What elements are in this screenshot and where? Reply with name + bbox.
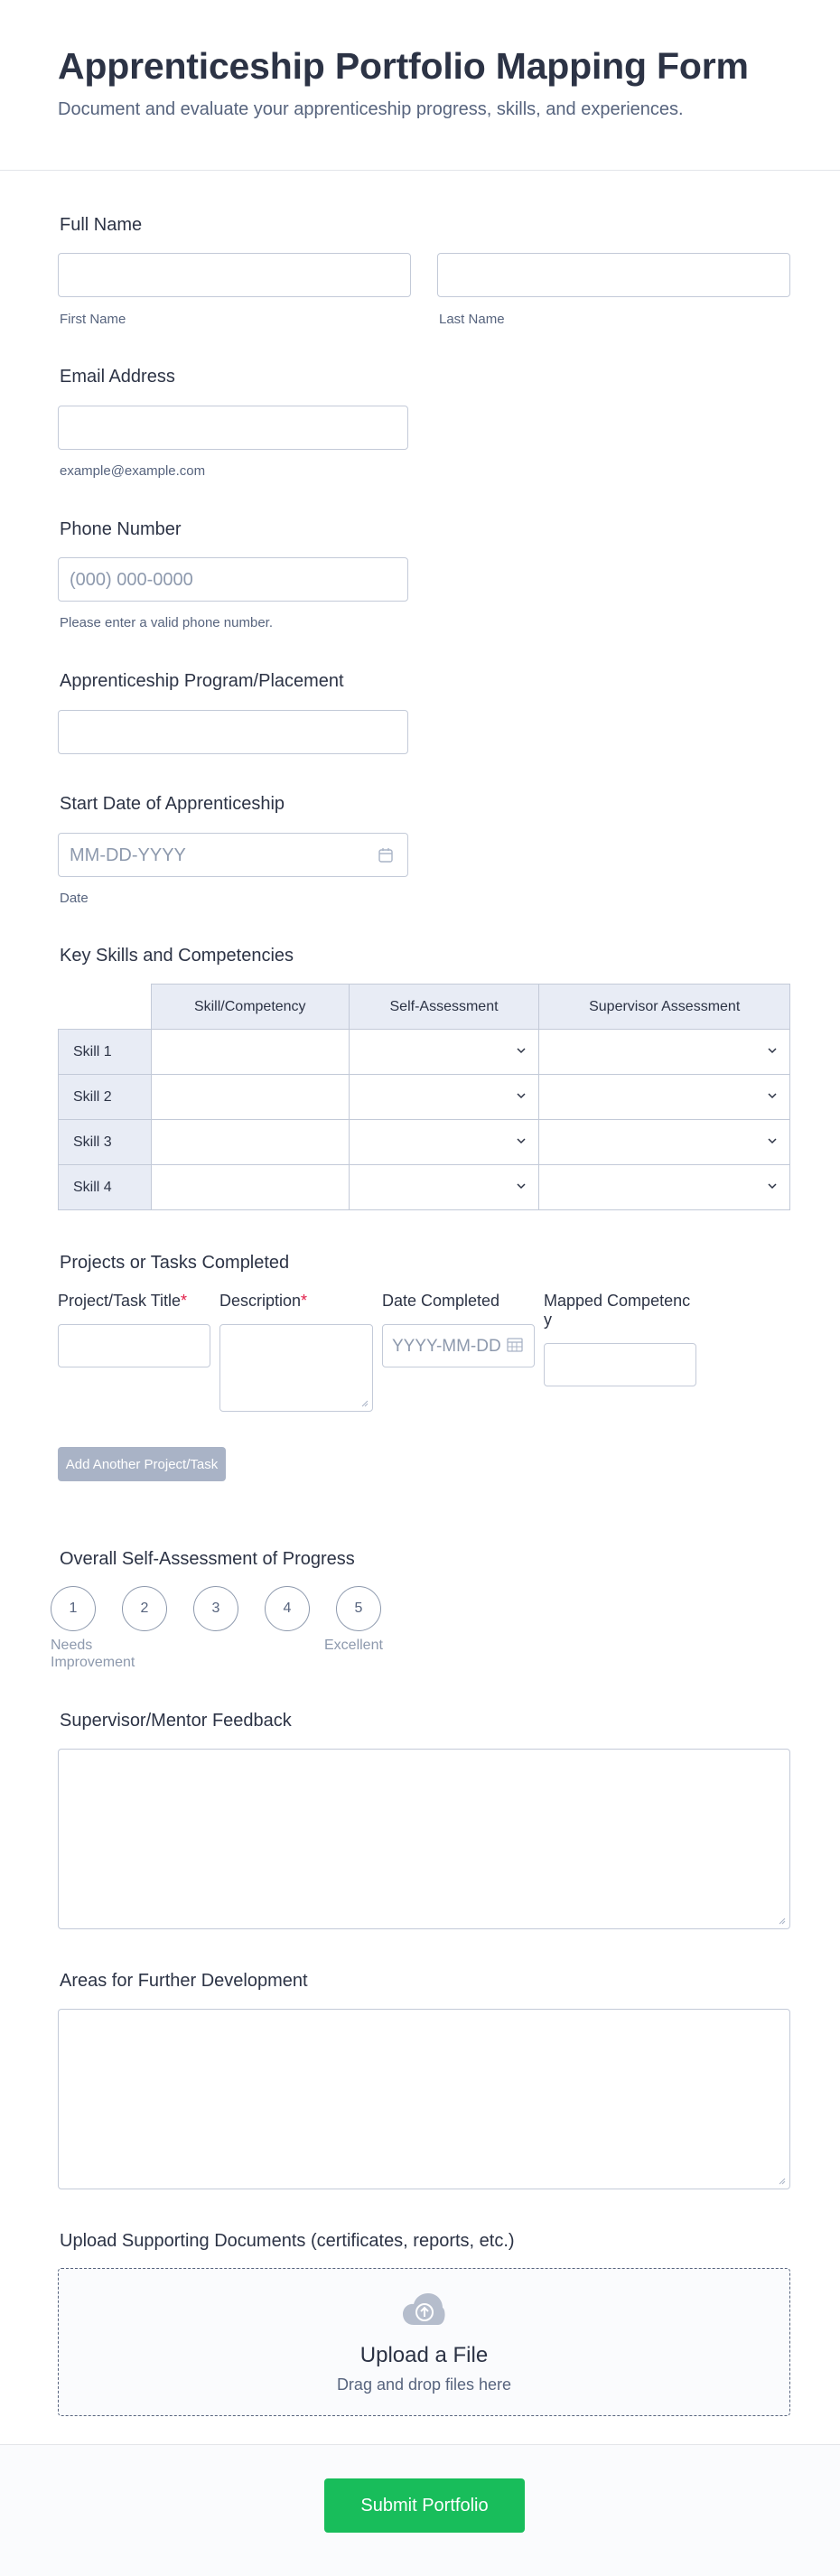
self-assessment-label: Overall Self-Assessment of Progress xyxy=(60,1549,355,1569)
upload-subtitle: Drag and drop files here xyxy=(336,2375,512,2394)
skill-1-text-cell[interactable] xyxy=(151,1030,349,1075)
mapped-competency-input[interactable] xyxy=(544,1343,696,1386)
rating-option-1[interactable]: 1 xyxy=(51,1586,96,1631)
add-project-button[interactable]: Add Another Project/Task xyxy=(58,1447,226,1481)
skill-2-self-select[interactable] xyxy=(349,1075,539,1120)
phone-sublabel: Please enter a valid phone number. xyxy=(60,615,273,630)
start-date-placeholder: MM-DD-YYYY xyxy=(70,845,186,865)
feedback-textarea[interactable] xyxy=(58,1749,790,1929)
skill-1-supervisor-select[interactable] xyxy=(539,1030,790,1075)
skill-1-self-select[interactable] xyxy=(349,1030,539,1075)
chevron-down-icon xyxy=(517,1048,526,1054)
col-skill: Skill/Competency xyxy=(151,985,349,1030)
skill-3-text-cell[interactable] xyxy=(151,1120,349,1165)
projects-label: Projects or Tasks Completed xyxy=(60,1253,290,1273)
feedback-label: Supervisor/Mentor Feedback xyxy=(60,1711,292,1731)
resize-handle-icon[interactable] xyxy=(778,1917,786,1925)
form-footer xyxy=(0,2444,840,2576)
row-label-skill-2: Skill 2 xyxy=(59,1075,152,1120)
first-name-sublabel: First Name xyxy=(60,312,126,327)
project-title-input[interactable] xyxy=(58,1324,210,1367)
chevron-down-icon xyxy=(517,1138,526,1144)
scale-low-label: Needs Improvement xyxy=(51,1638,135,1670)
last-name-sublabel: Last Name xyxy=(439,312,505,327)
chevron-down-icon xyxy=(517,1183,526,1190)
calendar-icon[interactable] xyxy=(378,847,393,863)
required-mark: * xyxy=(181,1292,188,1310)
phone-input[interactable] xyxy=(58,557,408,602)
rating-option-4[interactable]: 4 xyxy=(265,1586,310,1631)
project-title-col-label xyxy=(58,1292,187,1311)
row-label-skill-4: Skill 4 xyxy=(59,1165,152,1210)
chevron-down-icon xyxy=(768,1183,777,1190)
start-date-label: Start Date of Apprenticeship xyxy=(60,794,285,814)
chevron-down-icon xyxy=(768,1138,777,1144)
corner-cell xyxy=(59,985,152,1030)
phone-label: Phone Number xyxy=(60,519,182,539)
project-date-input[interactable] xyxy=(382,1324,535,1367)
required-mark: * xyxy=(301,1292,308,1310)
table-row xyxy=(59,1075,790,1120)
program-input[interactable] xyxy=(58,710,408,754)
description-col-label xyxy=(219,1292,307,1311)
description-text: Description xyxy=(219,1292,302,1310)
first-name-input[interactable] xyxy=(58,253,411,297)
rating-option-2[interactable]: 2 xyxy=(122,1586,167,1631)
cloud-upload-icon xyxy=(402,2292,447,2327)
form-title: Apprenticeship Portfolio Mapping Form xyxy=(58,45,749,87)
col-supervisor-assessment: Supervisor Assessment xyxy=(539,985,790,1030)
submit-button[interactable]: Submit Portfolio xyxy=(324,2478,525,2533)
skill-4-self-select[interactable] xyxy=(349,1165,539,1210)
scale-high-label: Excellent xyxy=(324,1638,383,1653)
chevron-down-icon xyxy=(768,1093,777,1099)
calendar-grid-icon[interactable] xyxy=(507,1337,523,1353)
mapped-competency-col-label: Mapped Competency xyxy=(544,1292,691,1329)
email-label: Email Address xyxy=(60,367,175,387)
skill-3-supervisor-select[interactable] xyxy=(539,1120,790,1165)
project-title-text: Project/Task Title xyxy=(58,1292,182,1310)
file-upload-dropzone[interactable] xyxy=(58,2268,790,2416)
upload-title: Upload a File xyxy=(359,2343,489,2367)
start-date-input[interactable] xyxy=(58,833,408,877)
table-row xyxy=(59,1165,790,1210)
last-name-input[interactable] xyxy=(437,253,790,297)
upload-label: Upload Supporting Documents (certificates, reports, etc.) xyxy=(60,2231,515,2251)
resize-handle-icon[interactable] xyxy=(360,1399,369,1407)
skills-header-row xyxy=(59,985,790,1030)
rating-option-3[interactable]: 3 xyxy=(193,1586,238,1631)
development-textarea[interactable] xyxy=(58,2009,790,2189)
rating-option-5[interactable]: 5 xyxy=(336,1586,381,1631)
skill-4-supervisor-select[interactable] xyxy=(539,1165,790,1210)
date-completed-col-label: Date Completed xyxy=(382,1292,500,1310)
row-label-skill-3: Skill 3 xyxy=(59,1120,152,1165)
skill-2-text-cell[interactable] xyxy=(151,1075,349,1120)
table-row xyxy=(59,1120,790,1165)
skills-matrix xyxy=(58,984,790,1210)
form-subtitle: Document and evaluate your apprenticeship progress, skills, and experiences. xyxy=(58,99,684,119)
chevron-down-icon xyxy=(517,1093,526,1099)
full-name-label: Full Name xyxy=(60,215,143,235)
row-label-skill-1: Skill 1 xyxy=(59,1030,152,1075)
development-label: Areas for Further Development xyxy=(60,1971,308,1991)
program-label: Apprenticeship Program/Placement xyxy=(60,671,344,691)
skill-3-self-select[interactable] xyxy=(349,1120,539,1165)
project-description-textarea[interactable] xyxy=(219,1324,373,1412)
skill-4-text-cell[interactable] xyxy=(151,1165,349,1210)
skill-2-supervisor-select[interactable] xyxy=(539,1075,790,1120)
project-date-placeholder: YYYY-MM-DD xyxy=(392,1337,501,1356)
table-row xyxy=(59,1030,790,1075)
start-date-sublabel: Date xyxy=(60,891,89,906)
skills-label: Key Skills and Competencies xyxy=(60,946,294,966)
email-input[interactable] xyxy=(58,406,408,450)
resize-handle-icon[interactable] xyxy=(778,2177,786,2185)
chevron-down-icon xyxy=(768,1048,777,1054)
phone-placeholder: (000) 000-0000 xyxy=(70,570,193,590)
col-self-assessment: Self-Assessment xyxy=(349,985,539,1030)
form-header xyxy=(0,0,840,171)
email-sublabel: example@example.com xyxy=(60,463,206,479)
